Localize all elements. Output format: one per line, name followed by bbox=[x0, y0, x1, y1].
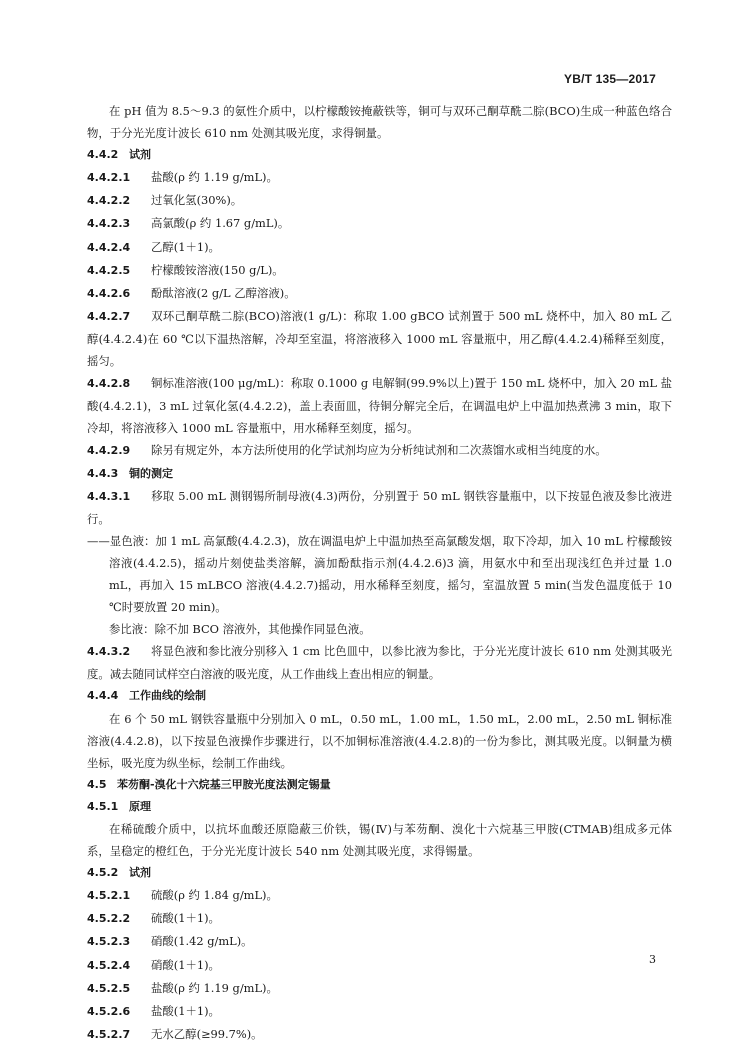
section-heading-4-5-2: 4.5.2 试剂 bbox=[87, 866, 151, 880]
reagent-item: 4.5.2.7 无水乙醇(≥99.7%)。 bbox=[87, 1026, 263, 1041]
reagent-item: 4.4.2.9 除另有规定外，本方法所使用的化学试剂均应为分析纯试剂和二次蒸馏水或相当纯度的水。 bbox=[87, 443, 607, 458]
procedure-4-4-3-2: 4.4.3.2 将显色液和参比液分别移入 1 cm 比色皿中，以参比液为参比，于分光光度计波长 610 nm 处测其吸光度。减去随同试样空白溶液的吸光度，从工作曲线上查出相应的铜量。 bbox=[87, 644, 672, 682]
reagent-item: 4.4.2.8 铜标准溶液(100 μg/mL)：称取 0.1000 g 电解铜(99.9%以上)置于 150 mL 烧杯中，加入 20 mL 盐酸(4.4.2.1)，3 mL 过氧化氢(4.4.2.2)，盖上表面皿，待铜分解完全后，在调温电炉上中温加热煮沸 3 min，取下冷却，将溶液移入 1000 mL 容量瓶中，用水稀释至刻度，摇匀。 bbox=[87, 376, 672, 436]
intro-paragraph: 在 pH 值为 8.5～9.3 的氨性介质中，以柠檬酸铵掩蔽铁等，铜可与双环己酮草酰二腙(BCO)生成一种蓝色络合物，于分光光度计波长 610 nm 处测其吸光度，求得铜量。 bbox=[87, 104, 672, 141]
reagent-item: 4.5.2.5 盐酸(ρ 约 1.19 g/mL)。 bbox=[87, 980, 278, 995]
section-heading-4-5: 4.5 苯芴酮-溴化十六烷基三甲胺光度法测定锡量 bbox=[87, 777, 331, 791]
page-number: 3 bbox=[649, 953, 656, 966]
reagent-item: 4.5.2.2 硫酸(1＋1)。 bbox=[87, 911, 220, 926]
reagent-item: 4.4.2.1 盐酸(ρ 约 1.19 g/mL)。 bbox=[87, 170, 278, 185]
reagent-list-4-4-2 bbox=[87, 166, 672, 462]
reagent-list-4-5-2 bbox=[87, 884, 672, 1046]
reagent-item: 4.4.2.2 过氧化氢(30%)。 bbox=[87, 193, 243, 208]
reagent-item: 4.5.2.3 硝酸(1.42 g/mL)。 bbox=[87, 934, 253, 949]
reference-liquid-paragraph: 参比液：除不加 BCO 溶液外，其他操作同显色液。 bbox=[109, 622, 371, 637]
section-heading-4-4-3: 4.4.3 铜的测定 bbox=[87, 466, 173, 480]
reagent-item: 4.5.2.1 硫酸(ρ 约 1.84 g/mL)。 bbox=[87, 888, 278, 903]
reagent-item: 4.4.2.3 高氯酸(ρ 约 1.67 g/mL)。 bbox=[87, 216, 290, 231]
reagent-item: 4.5.2.6 盐酸(1＋1)。 bbox=[87, 1003, 220, 1018]
principle-paragraph: 在稀硫酸介质中，以抗坏血酸还原隐蔽三价铁，锡(Ⅳ)与苯芴酮、溴化十六烷基三甲胺(CTMAB)组成多元体系，呈稳定的橙红色，于分光光度计波长 540 nm 处测其吸光度，求得锡量。 bbox=[87, 822, 672, 859]
working-curve-paragraph: 在 6 个 50 mL 钢铁容量瓶中分别加入 0 mL，0.50 mL，1.00 mL，1.50 mL，2.00 mL，2.50 mL 铜标准溶液(4.4.2.8)，以下按显色液操作步骤进行，以不加铜标准溶液(4.4.2.8)的一份为参比，测其吸光度。以铜量为横坐标，吸光度为纵坐标，绘制工作曲线。 bbox=[87, 711, 672, 770]
reagent-item: 4.5.2.4 硝酸(1＋1)。 bbox=[87, 957, 220, 972]
reagent-item: 4.4.2.5 柠檬酸铵溶液(150 g/L)。 bbox=[87, 262, 284, 277]
reagent-item: 4.4.2.6 酚酞溶液(2 g/L 乙醇溶液)。 bbox=[87, 285, 296, 300]
reagent-item: 4.4.2.7 双环己酮草酰二腙(BCO)溶液(1 g/L)：称取 1.00 gBCO 试剂置于 500 mL 烧杯中，加入 80 mL 乙醇(4.4.2.4)在 60 ℃以下温热溶解，冷却至室温，将溶液移入 1000 mL 容量瓶中，用乙醇(4.4.2.4)稀释至刻度，摇匀。 bbox=[87, 308, 672, 369]
color-liquid-paragraph: ——显色液：加 1 mL 高氯酸(4.4.2.3)，放在调温电炉上中温加热至高氯酸发烟，取下冷却，加入 10 mL 柠檬酸铵溶液(4.4.2.5)，摇动片刻使盐类溶解，滴加酚酞指示剂(4.4.2.6)3 滴，用氨水中和至出现浅红色并过量 1.0 mL，再加入 15 mLBCO 溶液(4.4.2.7)摇动，用水稀释至刻度，摇匀，室温放置 5 min(当发色温度低于 10 ℃时要放置 20 min)。 bbox=[87, 533, 672, 615]
section-heading-4-4-4: 4.4.4 工作曲线的绘制 bbox=[87, 689, 206, 703]
reagent-item: 4.4.2.4 乙醇(1＋1)。 bbox=[87, 239, 220, 254]
procedure-4-4-3-1: 4.4.3.1 移取 5.00 mL 测钢锡所制母液(4.3)两份，分别置于 50 mL 钢铁容量瓶中，以下按显色液及参比液进行。 bbox=[87, 488, 672, 526]
document-body bbox=[87, 100, 672, 1046]
section-heading-4-5-1: 4.5.1 原理 bbox=[87, 799, 151, 813]
section-heading-4-4-2: 4.4.2 试剂 bbox=[87, 148, 151, 162]
standard-code: YB/T 135—2017 bbox=[564, 72, 656, 86]
